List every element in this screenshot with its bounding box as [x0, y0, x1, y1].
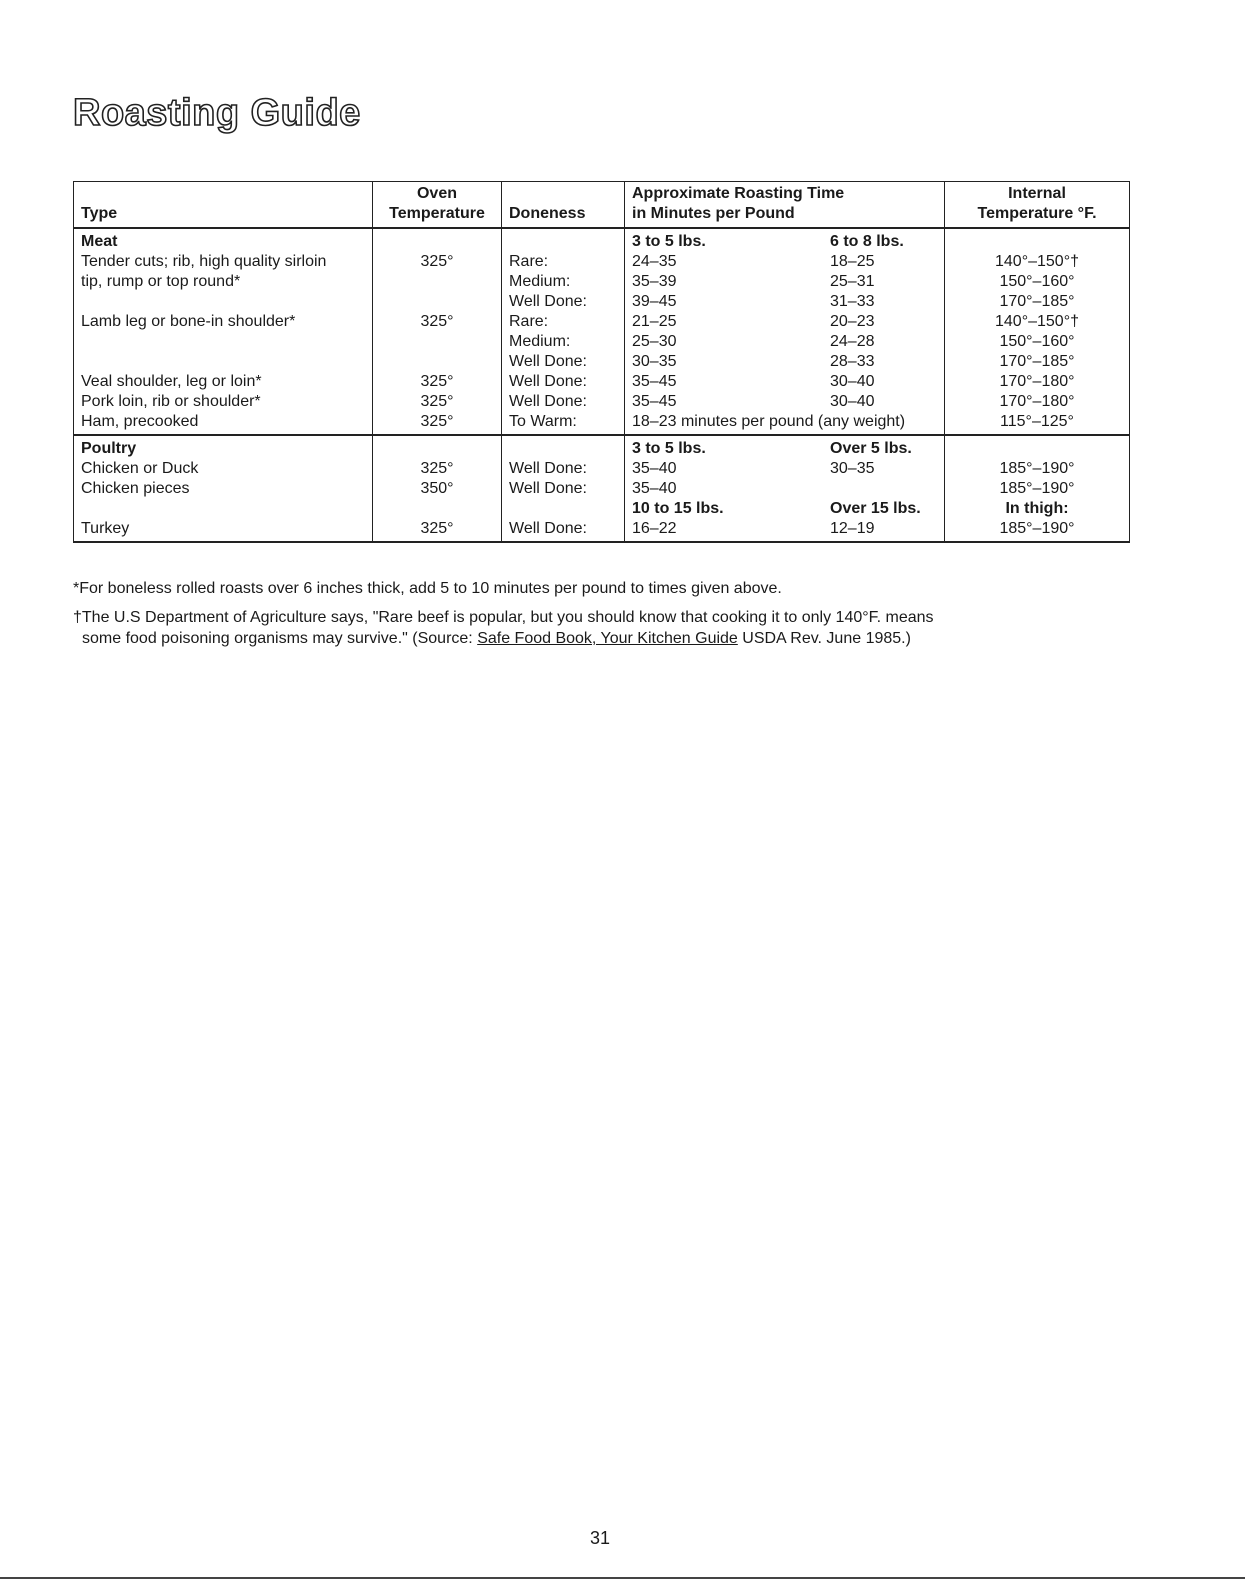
poultry-type: Chicken pieces — [81, 480, 190, 497]
meat-group-label: Meat — [81, 233, 118, 250]
oven-temp — [380, 232, 494, 252]
footnote-boneless: *For boneless rolled roasts over 6 inches thick, add 5 to 10 minutes per pound to times given above. — [73, 580, 782, 597]
meat-type: tip, rump or top round* — [81, 273, 241, 290]
footnote-usda-line2: some food poisoning organisms may survive." (Source: Safe Food Book, Your Kitchen Guide USDA Rev. June 1985.) — [82, 630, 911, 647]
oven-temp — [380, 439, 494, 459]
doneness: Medium: — [509, 273, 571, 290]
internal-temp: 140°–150°† — [995, 313, 1079, 330]
internal-temp: 170°–185° — [999, 293, 1075, 310]
poultry-internal-cell — [945, 435, 1130, 542]
time-value: 18–25 — [830, 253, 875, 270]
doneness: Medium: — [509, 333, 571, 350]
weight-range-header: 3 to 5 lbs. — [632, 440, 706, 457]
meat-type: Veal shoulder, leg or loin* — [81, 373, 262, 390]
poultry-group-label: Poultry — [81, 440, 137, 457]
meat-oven-cell — [373, 228, 502, 435]
weight-range-header: 3 to 5 lbs. — [632, 233, 706, 250]
time-value: 30–40 — [830, 393, 875, 410]
time-value: 35–45 — [632, 373, 677, 390]
oven-temp: 325° — [420, 520, 454, 537]
ham-time: 18–23 minutes per pound (any weight) — [632, 413, 906, 430]
doneness: Well Done: — [509, 460, 587, 477]
roasting-table — [73, 181, 1130, 543]
oven-temp — [380, 332, 494, 352]
meat-type-cell — [74, 228, 373, 435]
time-value: 16–22 — [632, 520, 677, 537]
internal-temp: 170°–185° — [999, 353, 1075, 370]
internal-temp — [952, 439, 1122, 459]
poultry-type-cell — [74, 435, 373, 542]
meat-type: Lamb leg or bone-in shoulder* — [81, 313, 296, 330]
oven-temp: 325° — [420, 413, 454, 430]
source-title: Safe Food Book, Your Kitchen Guide — [477, 630, 738, 647]
oven-temp: 350° — [420, 480, 454, 497]
time-value: 35–45 — [632, 393, 677, 410]
time-value: 20–23 — [830, 313, 875, 330]
footnotes — [73, 578, 1133, 657]
doneness — [509, 499, 617, 519]
oven-temp: 325° — [420, 313, 454, 330]
internal-temp: 185°–190° — [999, 480, 1075, 497]
oven-temp — [380, 272, 494, 292]
time-value: 39–45 — [632, 293, 677, 310]
poultry-type: Chicken or Duck — [81, 460, 199, 477]
meat-group — [74, 228, 1130, 435]
poultry-time-cell — [625, 435, 945, 542]
meat-type: Tender cuts; rib, high quality sirloin — [81, 253, 327, 270]
internal-temp: 115°–125° — [1000, 413, 1074, 430]
time-value: 25–31 — [830, 273, 875, 290]
header-doneness: Doneness — [502, 182, 625, 229]
internal-temp — [952, 232, 1122, 252]
time-value: 31–33 — [830, 293, 875, 310]
doneness: Well Done: — [509, 293, 587, 310]
meat-type: Ham, precooked — [81, 413, 199, 430]
page-title: Roasting Guide — [73, 92, 361, 134]
doneness: Rare: — [509, 253, 549, 270]
internal-temp: 185°–190° — [999, 460, 1075, 477]
meat-type — [81, 292, 365, 312]
internal-temp: 170°–180° — [999, 373, 1075, 390]
oven-temp: 325° — [420, 253, 454, 270]
meat-type: Pork loin, rib or shoulder* — [81, 393, 261, 410]
weight-range-header: 10 to 15 lbs. — [632, 500, 724, 517]
meat-time-cell — [625, 228, 945, 435]
time-value: 30–40 — [830, 373, 875, 390]
poultry-doneness-cell — [502, 435, 625, 542]
meat-doneness-cell — [502, 228, 625, 435]
footnote-usda-line1: †The U.S Department of Agriculture says, "Rare beef is popular, but you should know that cooking it to only 140°F. means — [73, 609, 934, 626]
time-value: 24–35 — [632, 253, 677, 270]
time-value: 30–35 — [632, 353, 677, 370]
doneness: Well Done: — [509, 353, 587, 370]
doneness: Well Done: — [509, 373, 587, 390]
doneness: Well Done: — [509, 393, 587, 410]
time-value: 21–25 — [632, 313, 677, 330]
header-oven-temperature: Oven Temperature — [373, 182, 502, 229]
time-value: 30–35 — [830, 460, 875, 477]
internal-temp: 170°–180° — [999, 393, 1075, 410]
poultry-type — [81, 499, 365, 519]
in-thigh-label: In thigh: — [1005, 500, 1069, 517]
poultry-oven-cell — [373, 435, 502, 542]
oven-temp — [380, 352, 494, 372]
oven-temp — [380, 292, 494, 312]
doneness: To Warm: — [509, 413, 577, 430]
oven-temp: 325° — [420, 460, 454, 477]
doneness — [509, 439, 617, 459]
poultry-type: Turkey — [81, 520, 130, 537]
internal-temp: 140°–150°† — [995, 253, 1079, 270]
internal-temp: 185°–190° — [999, 520, 1075, 537]
header-roasting-time: Approximate Roasting Time in Minutes per Pound — [625, 182, 945, 229]
weight-range-header: Over 5 lbs. — [830, 440, 912, 457]
internal-temp: 150°–160° — [999, 273, 1075, 290]
meat-type — [81, 352, 365, 372]
time-value: 12–19 — [830, 520, 875, 537]
meat-internal-cell — [945, 228, 1130, 435]
doneness: Well Done: — [509, 520, 587, 537]
bottom-rule — [0, 1577, 1245, 1579]
time-value: 35–40 — [632, 480, 677, 497]
doneness: Well Done: — [509, 480, 587, 497]
meat-type — [81, 332, 365, 352]
time-value: 25–30 — [632, 333, 677, 350]
time-value: 35–40 — [632, 460, 677, 477]
header-type: Type — [74, 182, 373, 229]
oven-temp: 325° — [420, 373, 454, 390]
internal-temp: 150°–160° — [999, 333, 1075, 350]
poultry-group — [74, 435, 1130, 542]
header-row — [74, 182, 1130, 229]
weight-range-header: Over 15 lbs. — [830, 500, 921, 517]
doneness: Rare: — [509, 313, 549, 330]
page-number: 31 — [589, 1528, 611, 1548]
time-value: 35–39 — [632, 273, 677, 290]
header-internal-temperature: Internal Temperature °F. — [945, 182, 1130, 229]
doneness — [509, 232, 617, 252]
oven-temp: 325° — [420, 393, 454, 410]
time-value: 24–28 — [830, 333, 875, 350]
weight-range-header: 6 to 8 lbs. — [830, 233, 904, 250]
time-value: 28–33 — [830, 353, 875, 370]
oven-temp — [380, 499, 494, 519]
footnote-usda — [73, 607, 1133, 649]
